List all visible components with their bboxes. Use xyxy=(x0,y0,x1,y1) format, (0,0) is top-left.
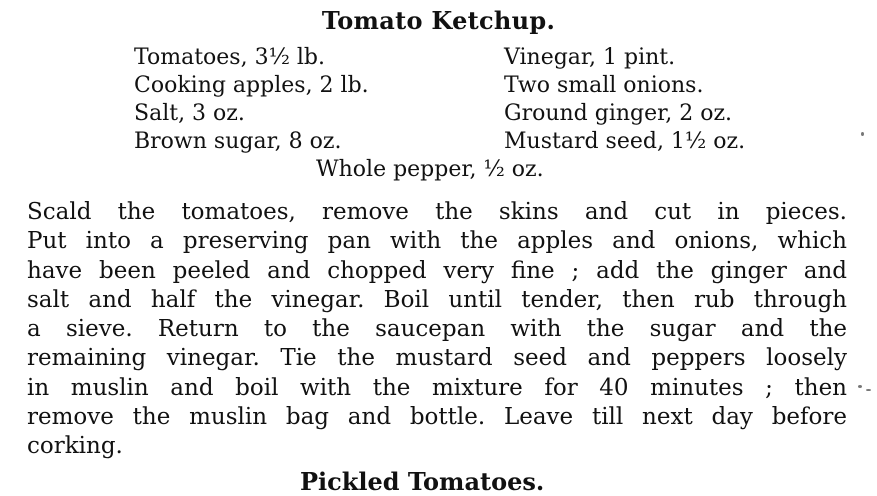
ingredient-item: Mustard seed, 1½ oz. xyxy=(504,129,746,154)
print-speck xyxy=(861,132,864,136)
ingredient-item: Two small onions. xyxy=(504,73,704,98)
method-line: have been peeled and chopped very fine ; add the ginger and xyxy=(27,257,847,284)
print-speck xyxy=(858,385,862,388)
method-line: in muslin and boil with the mixture for 40 minutes ; then xyxy=(27,374,847,401)
method-line: salt and half the vinegar. Boil until tender, then rub through xyxy=(27,286,847,313)
recipe-title: Tomato Ketchup. xyxy=(321,6,556,35)
next-recipe-title: Pickled Tomatoes. xyxy=(300,467,545,496)
method-line: Put into a preserving pan with the apples and onions, which xyxy=(27,228,847,255)
print-speck xyxy=(866,389,871,391)
ingredients-left-column xyxy=(134,44,369,156)
method-line: remaining vinegar. Tie the mustard seed and peppers loosely xyxy=(27,345,847,372)
method-paragraph xyxy=(27,198,847,462)
method-line: corking. xyxy=(27,433,123,460)
ingredient-item: Tomatoes, 3½ lb. xyxy=(134,45,325,70)
ingredient-item: Vinegar, 1 pint. xyxy=(504,45,676,70)
ingredients-right-column xyxy=(504,44,745,156)
ingredient-item: Brown sugar, 8 oz. xyxy=(134,129,342,154)
ingredient-item: Ground ginger, 2 oz. xyxy=(504,101,733,126)
method-line: a sieve. Return to the saucepan with the sugar and the xyxy=(27,316,847,343)
ingredient-item: Salt, 3 oz. xyxy=(134,101,245,126)
ingredient-item: Whole pepper, ½ oz. xyxy=(316,157,544,182)
method-line: Scald the tomatoes, remove the skins and cut in pieces. xyxy=(27,199,847,225)
ingredient-item: Cooking apples, 2 lb. xyxy=(134,73,369,98)
method-line: remove the muslin bag and bottle. Leave till next day before xyxy=(27,404,847,431)
